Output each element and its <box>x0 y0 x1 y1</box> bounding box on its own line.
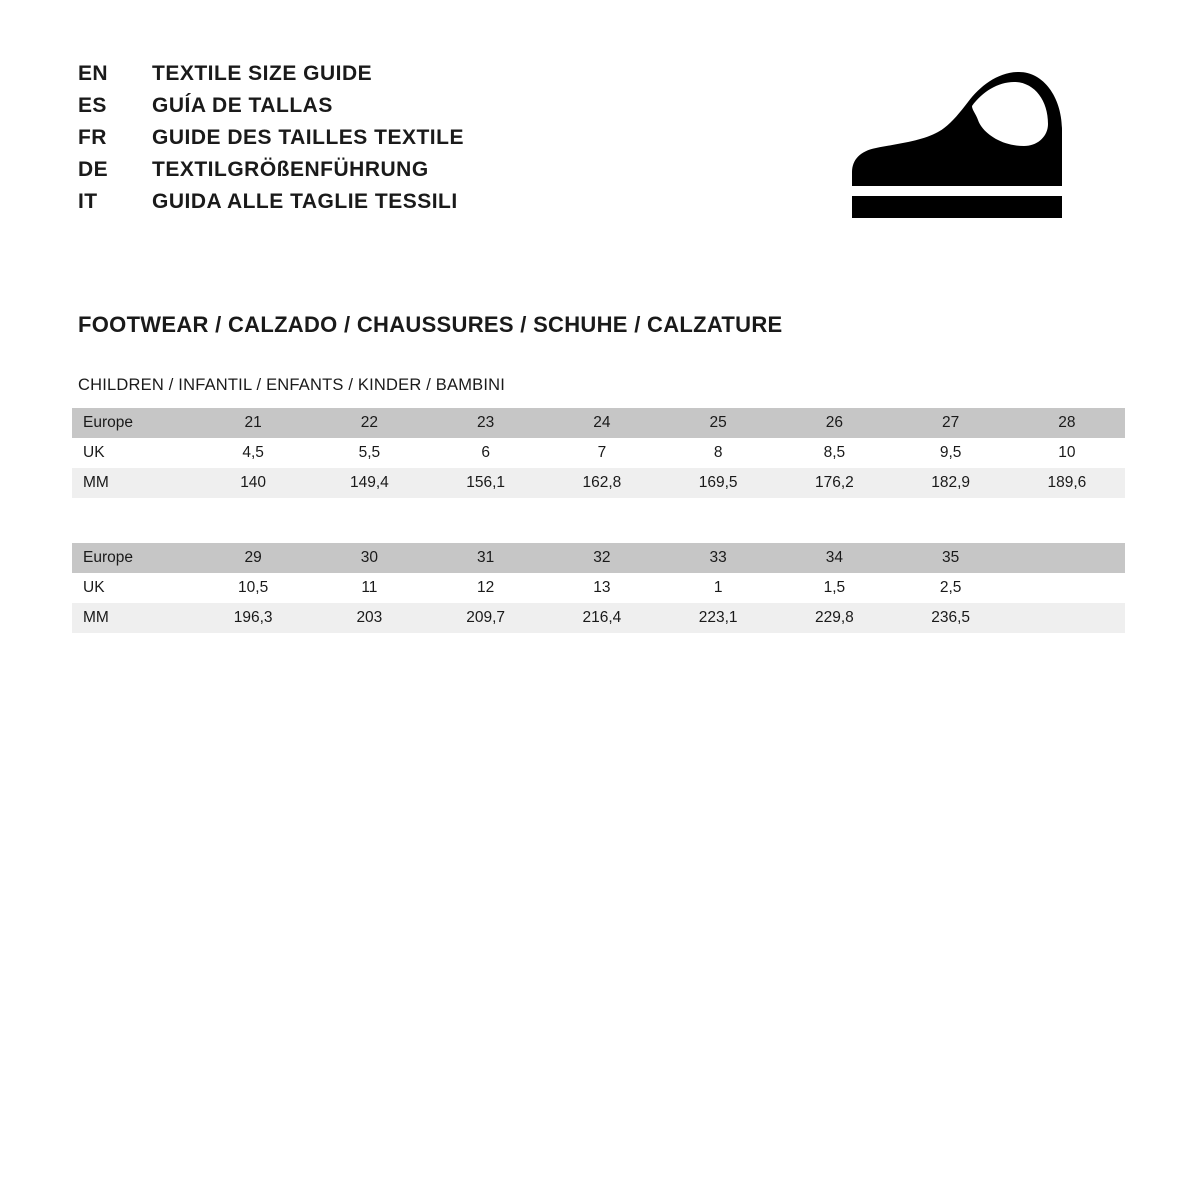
row-label: MM <box>72 603 195 633</box>
header <box>78 62 1128 225</box>
language-code: EN <box>78 62 108 85</box>
table-cell: 8,5 <box>776 438 892 468</box>
row-label: MM <box>72 468 195 498</box>
table-cell: 2,5 <box>893 573 1009 603</box>
table-cell: 13 <box>544 573 660 603</box>
table-cell: 162,8 <box>544 468 660 498</box>
table-row <box>72 573 1125 603</box>
language-title: GUIDE DES TAILLES TEXTILE <box>152 126 464 149</box>
table-cell: 22 <box>311 408 427 438</box>
section-subtitle: CHILDREN / INFANTIL / ENFANTS / KINDER / BAMBINI <box>78 376 506 394</box>
table-cell: 196,3 <box>195 603 311 633</box>
table-cell: 23 <box>428 408 544 438</box>
table-cell: 6 <box>428 438 544 468</box>
table-cell: 1 <box>660 573 776 603</box>
row-label: Europe <box>72 408 195 438</box>
table-cell: 24 <box>544 408 660 438</box>
table-cell: 5,5 <box>311 438 427 468</box>
table-row <box>72 603 1125 633</box>
table-cell: 35 <box>893 543 1009 573</box>
row-label: UK <box>72 573 195 603</box>
table-cell: 176,2 <box>776 468 892 498</box>
language-row <box>78 158 464 190</box>
row-label: Europe <box>72 543 195 573</box>
row-label: UK <box>72 438 195 468</box>
table-cell: 7 <box>544 438 660 468</box>
table-cell: 236,5 <box>893 603 1009 633</box>
language-row <box>78 126 464 158</box>
table-cell: 209,7 <box>428 603 544 633</box>
table-row <box>72 438 1125 468</box>
table-cell: 4,5 <box>195 438 311 468</box>
language-title: GUIDA ALLE TAGLIE TESSILI <box>152 190 458 213</box>
language-code: IT <box>78 190 98 213</box>
table-cell: 12 <box>428 573 544 603</box>
table-cell: 203 <box>311 603 427 633</box>
table-cell: 33 <box>660 543 776 573</box>
table-cell: 9,5 <box>893 438 1009 468</box>
table-cell: 182,9 <box>893 468 1009 498</box>
table-cell: 28 <box>1009 408 1125 438</box>
language-code: FR <box>78 126 107 149</box>
table-cell: 140 <box>195 468 311 498</box>
children-size-table-2 <box>72 543 1125 633</box>
language-title: GUÍA DE TALLAS <box>152 94 333 117</box>
language-code: DE <box>78 158 108 181</box>
table-row <box>72 408 1125 438</box>
table-cell: 216,4 <box>544 603 660 633</box>
language-title-list <box>78 62 464 222</box>
table-cell <box>1009 573 1125 603</box>
table-cell: 30 <box>311 543 427 573</box>
language-title: TEXTILE SIZE GUIDE <box>152 62 373 85</box>
language-row <box>78 94 464 126</box>
table-cell <box>1009 603 1125 633</box>
table-cell: 25 <box>660 408 776 438</box>
table-cell: 10,5 <box>195 573 311 603</box>
table-cell: 223,1 <box>660 603 776 633</box>
table-cell: 10 <box>1009 438 1125 468</box>
table-cell: 27 <box>893 408 1009 438</box>
table-cell: 32 <box>544 543 660 573</box>
table-cell: 29 <box>195 543 311 573</box>
language-code: ES <box>78 94 107 117</box>
table-cell: 229,8 <box>776 603 892 633</box>
table-cell: 189,6 <box>1009 468 1125 498</box>
section-title: FOOTWEAR / CALZADO / CHAUSSURES / SCHUHE / CALZATURE <box>78 312 783 337</box>
table-cell: 8 <box>660 438 776 468</box>
table-cell: 26 <box>776 408 892 438</box>
table-cell: 34 <box>776 543 892 573</box>
table-cell: 11 <box>311 573 427 603</box>
table-cell: 1,5 <box>776 573 892 603</box>
table-row <box>72 468 1125 498</box>
table-cell: 156,1 <box>428 468 544 498</box>
language-row <box>78 190 464 222</box>
shoe-icon <box>848 70 1066 225</box>
children-size-table-1 <box>72 408 1125 498</box>
table-row <box>72 543 1125 573</box>
table-cell: 31 <box>428 543 544 573</box>
table-cell <box>1009 543 1125 573</box>
language-row <box>78 62 464 94</box>
language-title: TEXTILGRÖßENFÜHRUNG <box>152 158 429 181</box>
table-cell: 169,5 <box>660 468 776 498</box>
table-cell: 21 <box>195 408 311 438</box>
table-cell: 149,4 <box>311 468 427 498</box>
